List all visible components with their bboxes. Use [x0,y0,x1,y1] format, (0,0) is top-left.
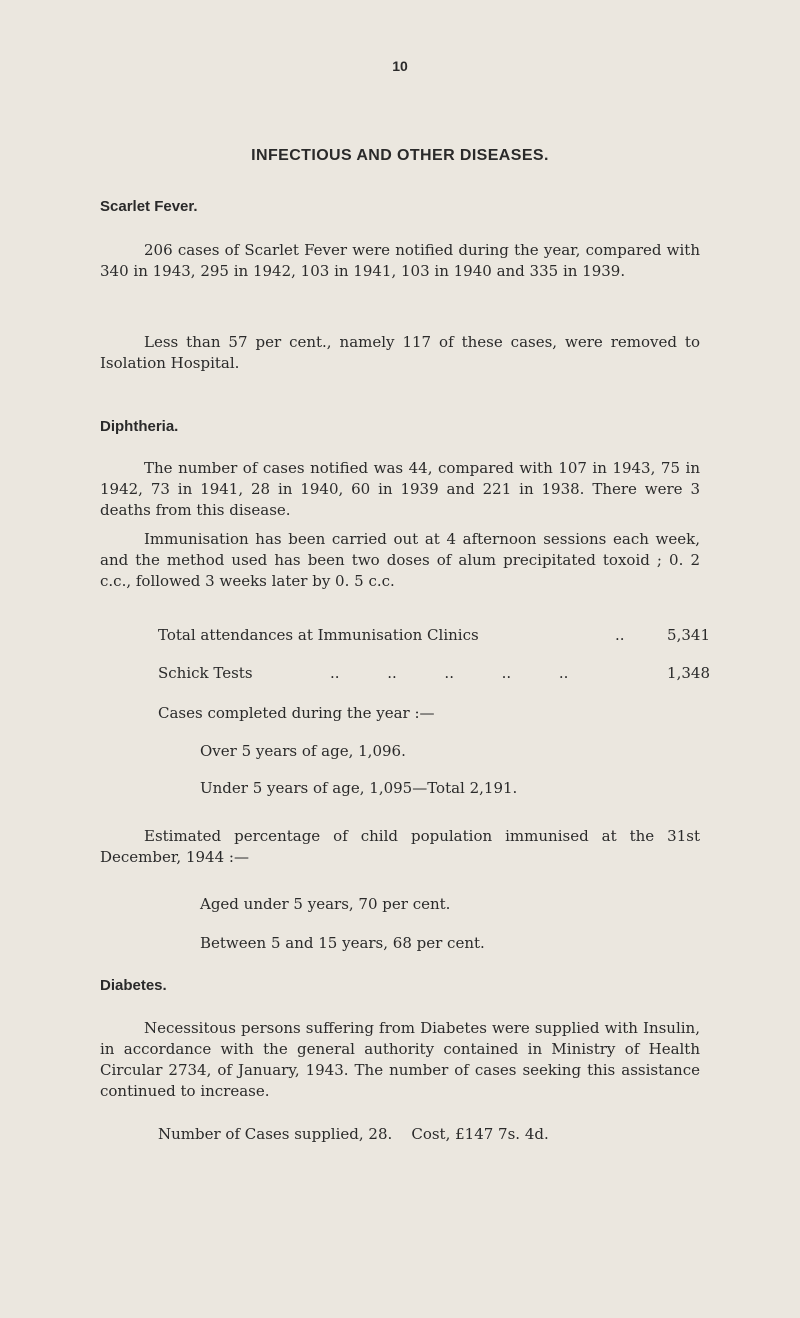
diphtheria-paragraph-1: The number of cases notified was 44, compared with 107 in 1943, 75 in 1942, 73 in 1941, 28 in 1940, 60 in 1939 and 221 in 1938. There were 3 deaths from this disease. [100,459,700,519]
diphtheria-paragraph-2: Immunisation has been carried out at 4 afternoon sessions each week, and the method used has been two doses of alum precipitated toxoid ; 0. 2 c.c., followed 3 weeks later by 0. 5 c.c. [100,530,700,590]
table-label: Total attendances at Immunisation Clinics [158,626,479,644]
diabetes-paragraph-1: Necessitous persons suffering from Diabetes were supplied with Insulin, in accordance with the general authority contained in Ministry of Health Circular 2734, of January, 1943. The number of cases seeking this assistance continued to increase. [100,1019,700,1100]
table-leader: .. .. .. .. .. [330,664,569,682]
table-value: 5,341 [667,626,710,644]
scarlet-fever-paragraph-2: Less than 57 per cent., namely 117 of these cases, were removed to Isolation Hospital. [100,333,700,372]
over-5-line: Over 5 years of age, 1,096. [200,742,406,760]
scarlet-fever-paragraph-1: 206 cases of Scarlet Fever were notified during the year, compared with 340 in 1943, 295 in 1942, 103 in 1941, 103 in 1940 and 335 in 1939. [100,241,700,280]
table-row-attendances [158,626,710,644]
heading-diabetes: Diabetes. [100,977,167,994]
under-5-line: Under 5 years of age, 1,095—Total 2,191. [200,779,518,797]
page-number: 10 [392,58,408,74]
table-value: 1,348 [667,664,710,682]
page-title: INFECTIOUS AND OTHER DISEASES. [251,147,549,164]
between-5-15-line: Between 5 and 15 years, 68 per cent. [200,934,485,952]
aged-under-5-line: Aged under 5 years, 70 per cent. [200,895,451,913]
cases-completed-line: Cases completed during the year :— [158,704,435,722]
table-row-schick-tests [158,664,710,682]
heading-scarlet-fever: Scarlet Fever. [100,198,198,215]
table-leader: .. [615,626,625,644]
table-label: Schick Tests [158,664,253,682]
estimated-percentage-paragraph: Estimated percentage of child population immunised at the 31st December, 1944 :— [100,827,700,866]
heading-diphtheria: Diphtheria. [100,418,179,435]
diabetes-summary-line: Number of Cases supplied, 28. Cost, £147 7s. 4d. [158,1125,549,1143]
